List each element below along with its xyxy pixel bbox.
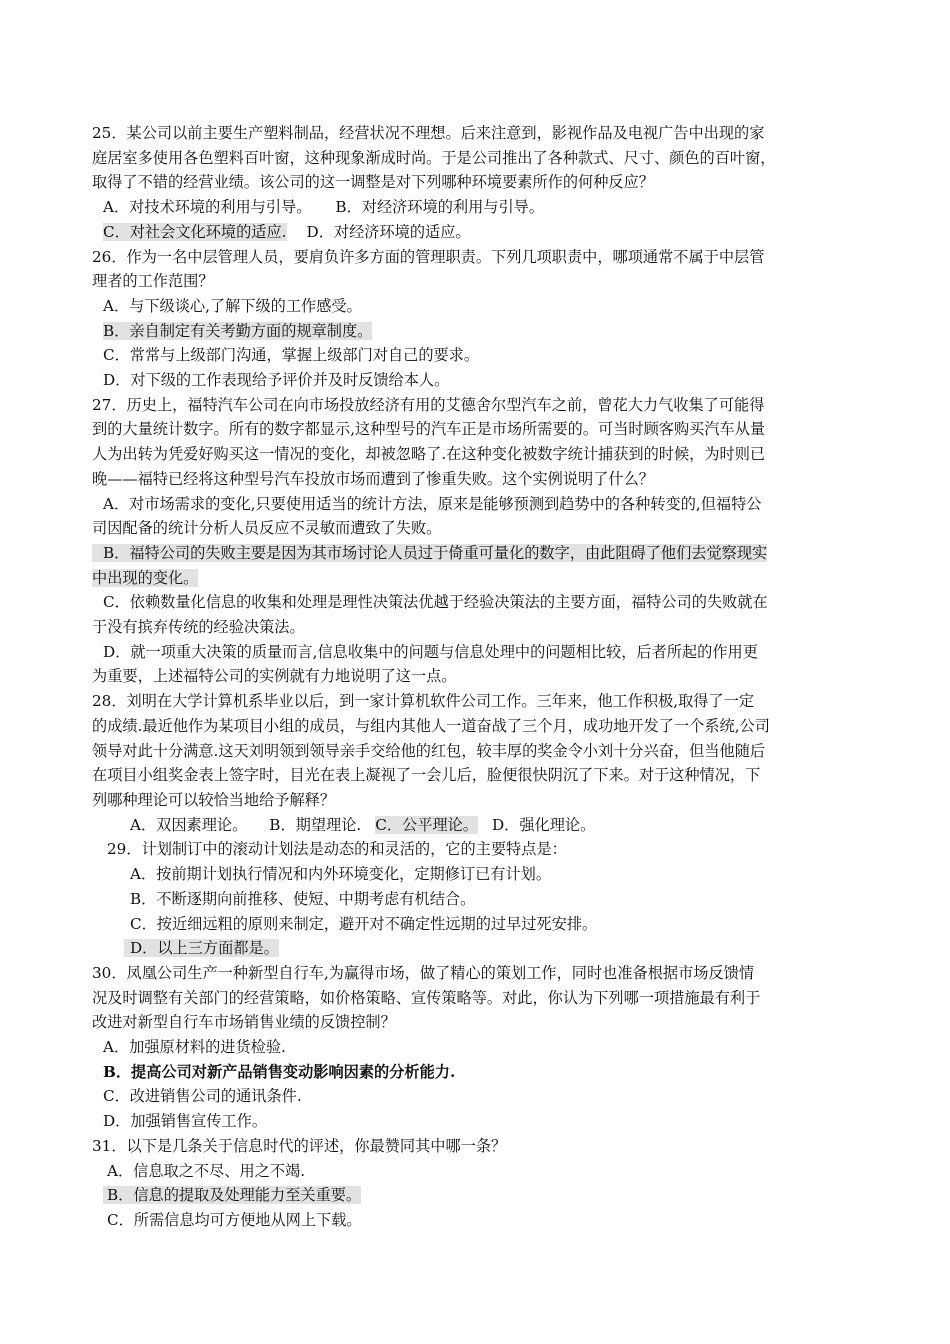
question-26-stem-line-2: 理者的工作范围？ [92,272,214,291]
q29-option-d-highlighted: D．以上三方面都是。 [92,936,838,961]
q28-option-d: D．强化理论。 [491,815,596,834]
question-28-stem-line-4: 在项目小组奖金表上签字时，目光在表上凝视了一会儿后，脸便很快阴沉了下来。对于这种情况，下 [92,766,761,785]
q27-option-b-line-1-highlighted: B．福特公司的失败主要是因为其市场讨论人员过于倚重可量化的数字，由此阻碍了他们去觉察现实 [92,541,838,566]
q27-option-d-line-2: 为重要，上述福特公司的实例就有力地说明了这一点。 [92,667,457,686]
question-28-options-row [92,813,838,838]
q28-option-c-highlighted: C．公平理论。 [375,815,478,834]
q25-option-d: D．对经济环境的适应。 [306,222,471,241]
question-30-stem-line-1: 30．凤凰公司生产一种新型自行车,为赢得市场，做了精心的策划工作，同时也准备根据市场反馈情 [92,963,755,982]
question-28-stem-line-3: 领导对此十分满意.这天刘明领到领导亲手交给他的红包，较丰厚的奖金令小刘十分兴奋，但当他随后 [92,741,766,760]
q27-option-d-line-1: D．就一项重大决策的质量而言,信息收集中的问题与信息处理中的问题相比较，后者所起的作用更 [103,642,758,661]
question-25-options-row-2 [92,220,838,245]
q26-option-d: D．对下级的工作表现给予评价并及时反馈给本人。 [103,371,450,390]
question-29-stem: 29．计划制订中的滚动计划法是动态的和灵活的，它的主要特点是： [107,840,567,859]
question-25-stem-line-2: 庭居室多使用各色塑料百叶窗，这种现象渐成时尚。于是公司推出了各种款式、尺寸、颜色的百叶窗， [92,148,776,167]
q29-option-b: B．不断逐期向前推移、使短、中期考虑有机结合。 [130,889,476,908]
q30-option-c: C．改进销售公司的通讯条件. [103,1087,302,1106]
q31-option-c: C．所需信息均可方便地从网上下载。 [107,1210,362,1229]
question-30-stem-line-2: 况及时调整有关部门的经营策略，如价格策略、宣传策略等。对此，你认为下列哪一项措施最有利于 [92,988,761,1007]
question-27-stem-line-3: 人为出转为凭爱好购买这一情况的变化，却被忽略了.在这种变化被数字统计捕获到的时候，为时则已 [92,445,766,464]
question-25-options-row-1 [92,195,838,220]
question-28-stem-line-1: 28．刘明在大学计算机系毕业以后，到一家计算机软件公司工作。三年来，他工作积极,取得了一定 [92,692,755,711]
question-31-stem: 31．以下是几条关于信息时代的评述，你最赞同其中哪一条？ [92,1136,507,1155]
q28-option-b: B．期望理论. [269,815,362,834]
question-27-stem-line-4: 晚——福特已经将这种型号汽车投放市场而遭到了惨重失败。这个实例说明了什么？ [92,469,654,488]
question-27-stem-line-2: 到的大量统计数字。所有的数字都显示,这种型号的汽车正是市场所需要的。可当时顾客购买汽车从量 [92,420,766,439]
q25-option-b: B．对经济环境的利用与引导。 [335,198,545,217]
q31-option-b-highlighted: B．信息的提取及处理能力至关重要。 [92,1183,838,1208]
q29-option-a: A．按前期计划执行情况和内外环境变化，定期修订已有计划。 [130,865,552,884]
question-25-stem-line-1: 25．某公司以前主要生产塑料制品，经营状况不理想。后来注意到，影视作品及电视广告中出现的家 [92,124,765,142]
q25-option-c-highlighted: C．对社会文化环境的适应. [103,222,287,241]
question-28-stem-line-2: 的成绩.最近他作为某项目小组的成员，与组内其他人一道奋战了三个月，成功地开发了一个系统,公司 [92,716,770,735]
q27-option-c-line-1: C．依赖数量化信息的收集和处理是理性决策法优越于经验决策法的主要方面，福特公司的失败就在 [103,593,768,612]
question-27-stem-line-1: 27．历史上，福特汽车公司在向市场投放经济有用的艾德舍尔型汽车之前，曾花大力气收集了可能得 [92,395,765,414]
question-26-stem-line-1: 26．作为一名中层管理人员，要肩负许多方面的管理职责。下列几项职责中，哪项通常不属于中层管 [92,247,765,266]
q26-option-c: C．常常与上级部门沟通，掌握上级部门对自己的要求。 [103,346,480,365]
question-28-stem-line-5: 列哪种理论可以较恰当地给予解释？ [92,790,335,809]
q31-option-a: A．信息取之不尽、用之不竭. [107,1161,306,1180]
question-30-stem-line-3: 改进对新型自行车市场销售业绩的反馈控制？ [92,1013,396,1032]
q29-option-c: C．按近细远粗的原则来制定，避开对不确定性远期的过早过死安排。 [130,914,598,933]
q26-option-a: A．与下级谈心,了解下级的工作感受。 [103,296,362,315]
q25-option-a: A．对技术环境的利用与引导。 [103,198,312,217]
q27-option-b-line-2-highlighted: 中出现的变化。 [92,568,199,587]
q27-option-a-line-1: A．对市场需求的变化,只要使用适当的统计方法，原来是能够预测到趋势中的各种转变的,但福特公 [103,494,762,513]
q30-option-b-bold: B．提高公司对新产品销售变动影响因素的分析能力. [103,1062,456,1081]
q30-option-d: D．加强销售宣传工作。 [103,1112,268,1131]
q28-option-a: A．双因素理论。 [130,815,248,834]
question-list [92,121,838,1233]
q27-option-c-line-2: 于没有摈弃传统的经验决策法。 [92,618,305,637]
q30-option-a: A．加强原材料的进货检验. [103,1038,286,1057]
q27-option-a-line-2: 司因配备的统计分析人员反应不灵敏而遭致了失败。 [92,519,442,538]
question-25-stem-line-3: 取得了不错的经营业绩。该公司的这一调整是对下列哪种环境要素所作的何种反应？ [92,173,654,192]
q26-option-b-highlighted: B．亲自制定有关考勤方面的规章制度。 [103,321,373,340]
